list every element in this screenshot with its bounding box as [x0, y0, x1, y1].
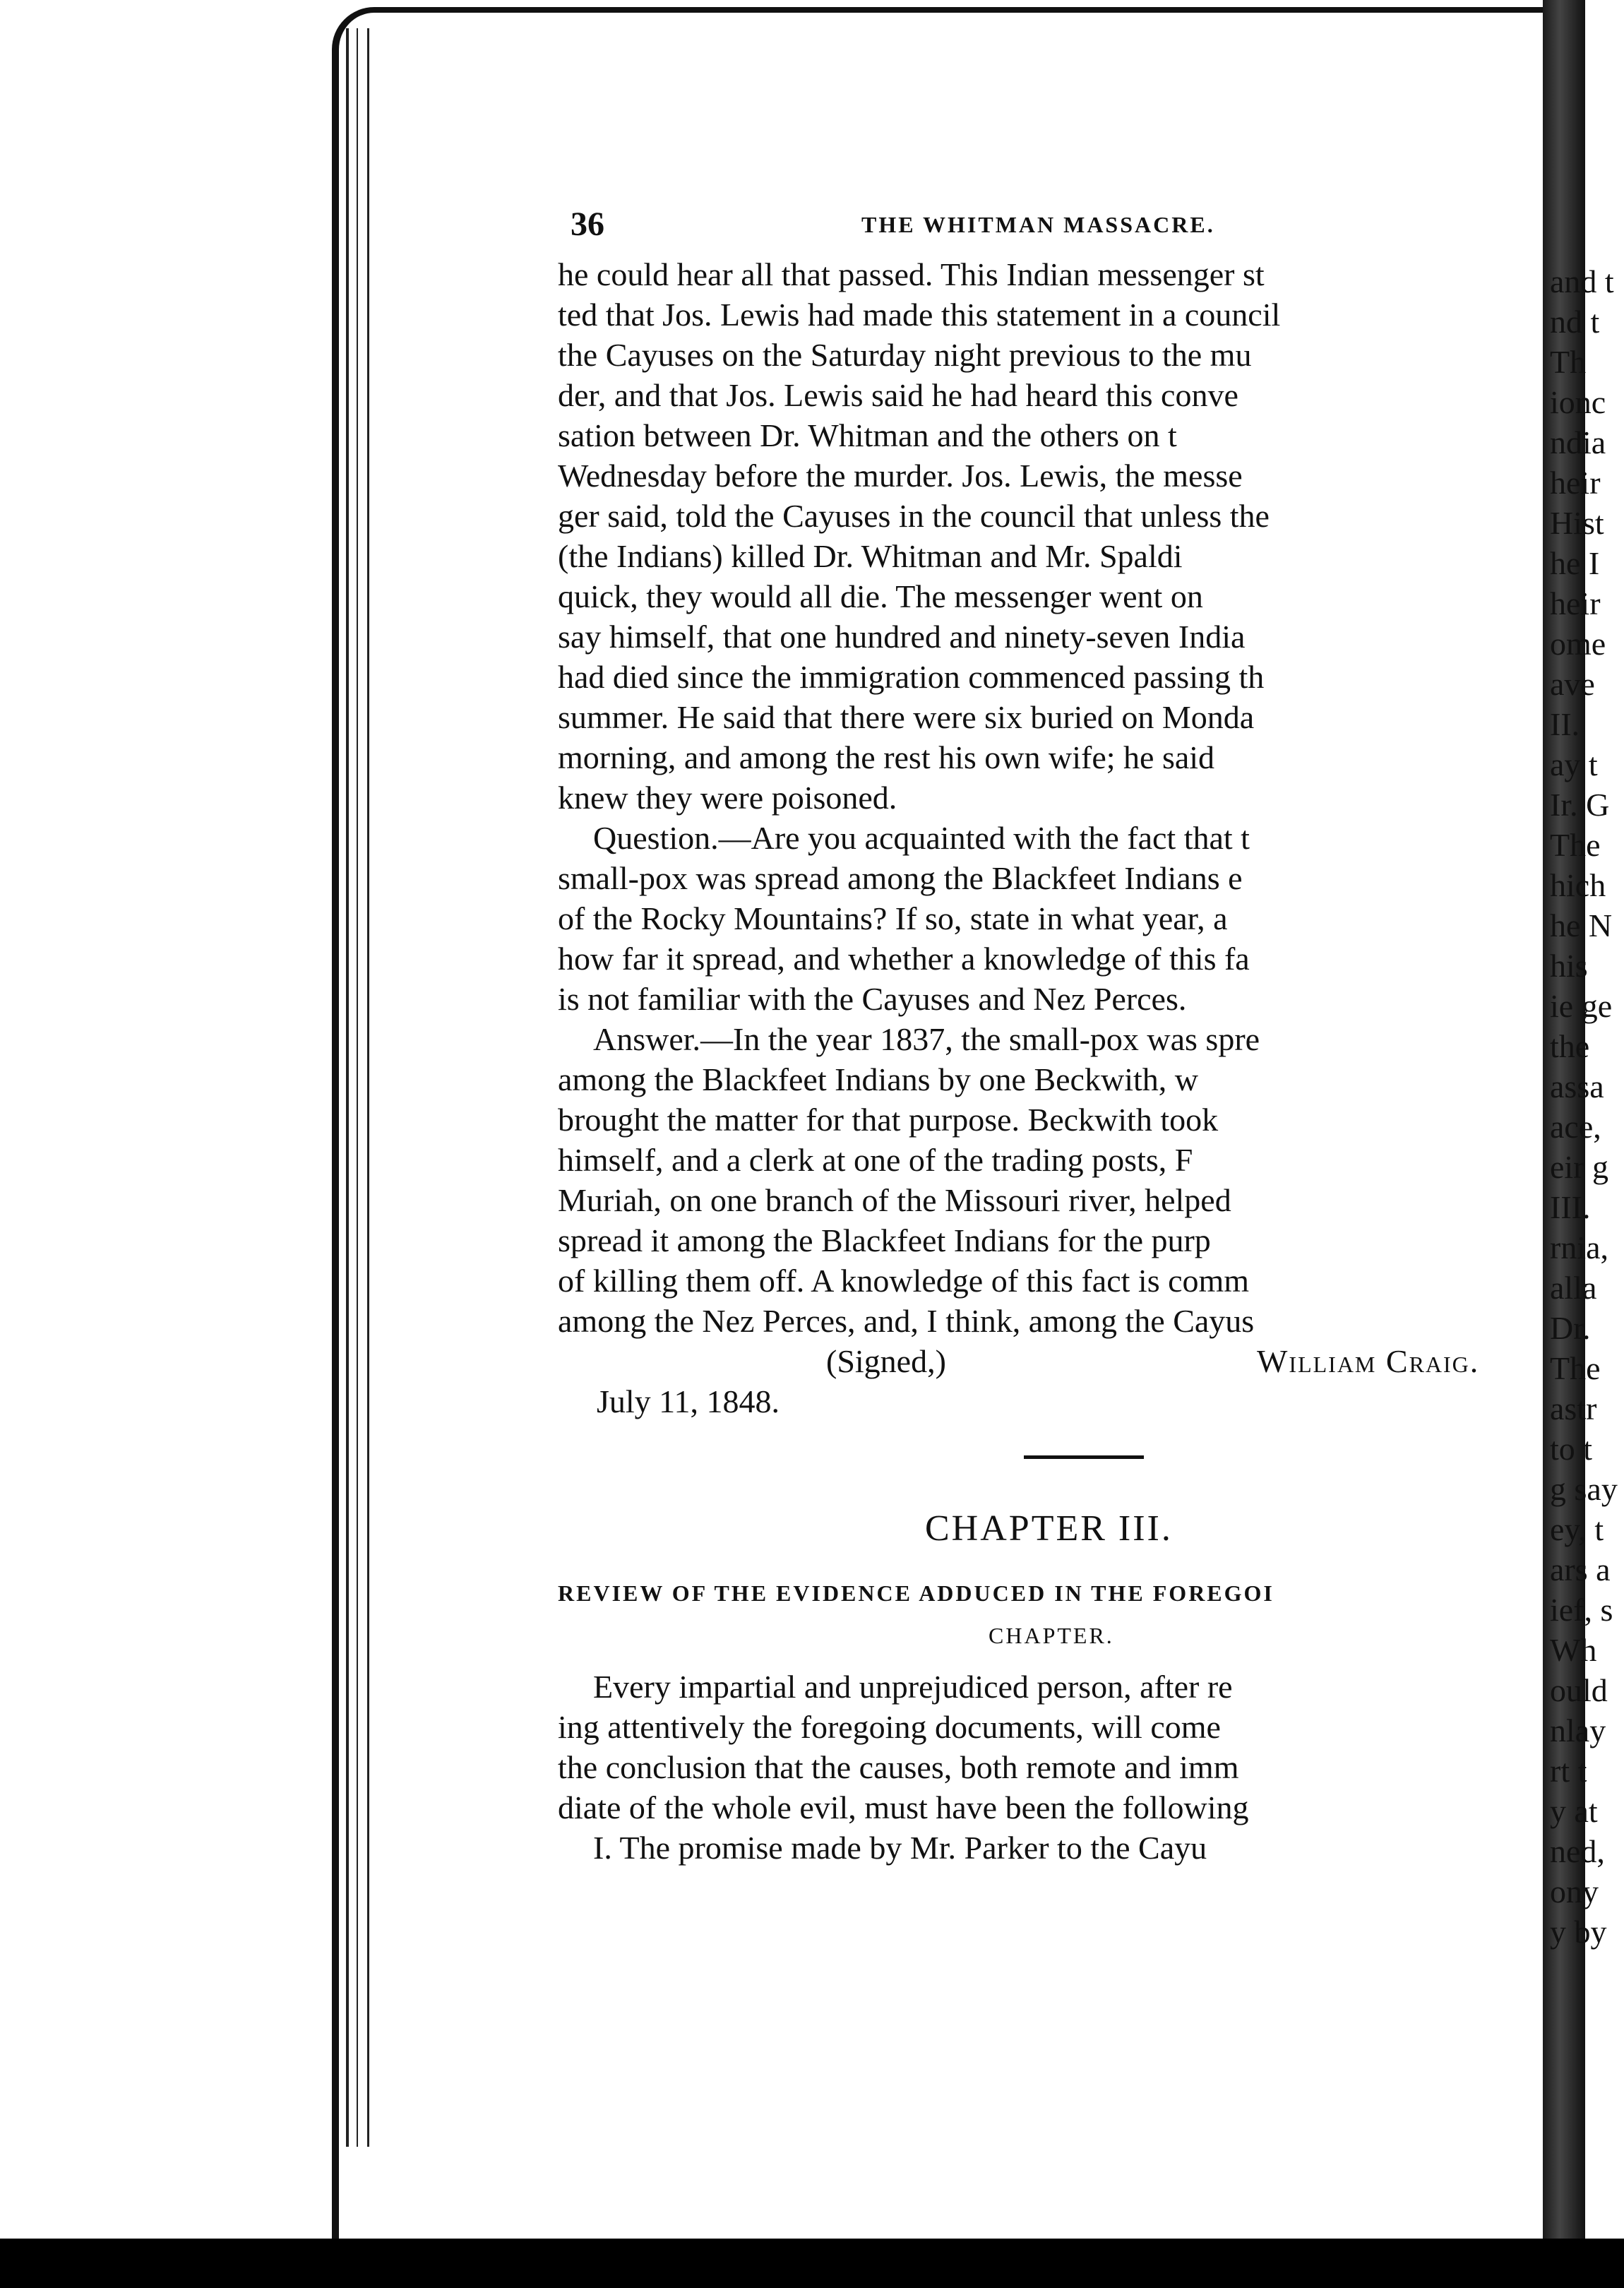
adjacent-fragment: assa [1550, 1068, 1604, 1104]
body-line: der, and that Jos. Lewis said he had heard this conve [558, 377, 1238, 413]
adjacent-fragment: astr [1550, 1390, 1597, 1426]
question-line: Question.—Are you acquainted with the fact that t [593, 820, 1250, 856]
background-left [0, 0, 353, 2288]
body-line: the conclusion that the causes, both remote and imm [558, 1749, 1239, 1785]
adjacent-fragment: ome [1550, 626, 1606, 662]
adjacent-fragment: Wh [1550, 1632, 1597, 1668]
adjacent-fragment: Th [1550, 344, 1587, 380]
adjacent-fragment: ars a [1550, 1551, 1611, 1587]
adjacent-fragment: hich [1550, 867, 1606, 903]
body-line: he could hear all that passed. This Indian messenger st [558, 256, 1265, 292]
body-line: sation between Dr. Whitman and the others on t [558, 417, 1177, 453]
body-line: brought the matter for that purpose. Beckwith took [558, 1102, 1219, 1138]
adjacent-fragment: rnia, [1550, 1229, 1609, 1265]
section-divider [1024, 1455, 1144, 1459]
signature-label: (Signed,) [826, 1343, 946, 1379]
adjacent-fragment: his [1550, 948, 1588, 984]
body-line: morning, and among the rest his own wife; he said [558, 739, 1215, 775]
adjacent-fragment: ave [1550, 666, 1595, 702]
body-line: spread it among the Blackfeet Indians for the purp [558, 1222, 1211, 1258]
adjacent-fragment: ie ge [1550, 988, 1613, 1024]
body-line: small-pox was spread among the Blackfeet Indians e [558, 860, 1243, 896]
body-line: Wednesday before the murder. Jos. Lewis, the messe [558, 458, 1243, 494]
body-line: quick, they would all die. The messenger went on [558, 578, 1203, 614]
body-line: how far it spread, and whether a knowledge of this fa [558, 941, 1250, 977]
adjacent-fragment: he I [1550, 545, 1600, 581]
running-head [558, 205, 1532, 254]
body-line: knew they were poisoned. [558, 780, 897, 816]
adjacent-fragment: nlay [1550, 1712, 1606, 1748]
adjacent-fragment: The [1550, 1350, 1601, 1386]
adjacent-fragment: the [1550, 1028, 1590, 1064]
chapter-subheading-continued: CHAPTER. [989, 1623, 1114, 1648]
adjacent-fragment: g say [1550, 1471, 1618, 1507]
adjacent-fragment: y at [1550, 1793, 1598, 1829]
body-line: diate of the whole evil, must have been the following [558, 1789, 1249, 1825]
adjacent-fragment: eir g [1550, 1149, 1609, 1185]
body-line: I. The promise made by Mr. Parker to the Cayu [593, 1830, 1207, 1866]
adjacent-fragment: nd t [1550, 304, 1600, 340]
adjacent-fragment: ony [1550, 1873, 1599, 1909]
adjacent-fragment: Ir. G [1550, 787, 1610, 823]
adjacent-fragment: and t [1550, 263, 1614, 299]
body-line: ing attentively the foregoing documents, will come [558, 1709, 1221, 1745]
adjacent-fragment: to t [1550, 1431, 1593, 1467]
body-line: summer. He said that there were six buried on Monda [558, 699, 1255, 735]
adjacent-fragment: ief, s [1550, 1592, 1613, 1628]
adjacent-fragment: y by [1550, 1914, 1607, 1950]
adjacent-fragment: The [1550, 827, 1601, 863]
date-line: July 11, 1848. [597, 1383, 780, 1419]
adjacent-fragment: ned, [1550, 1833, 1605, 1869]
chapter-subheading: REVIEW OF THE EVIDENCE ADDUCED IN THE FOREGOI [558, 1580, 1274, 1606]
adjacent-fragment: III. [1550, 1189, 1591, 1225]
adjacent-fragment: ey, t [1550, 1511, 1604, 1547]
body-line: among the Nez Perces, and, I think, among the Cayus [558, 1303, 1255, 1339]
page-stack-edge [346, 28, 349, 2147]
adjacent-fragment: ay t [1550, 746, 1598, 782]
adjacent-fragment: ndia [1550, 424, 1606, 460]
page-number: 36 [571, 205, 604, 243]
adjacent-fragment: Hist [1550, 505, 1604, 541]
page-text [558, 205, 1532, 1868]
adjacent-fragment: II. [1550, 706, 1580, 742]
body-line: Every impartial and unprejudiced person, after re [593, 1669, 1233, 1705]
body-paragraphs [558, 254, 1532, 1341]
chapter-paragraphs [558, 1667, 1532, 1868]
body-line: of the Rocky Mountains? If so, state in what year, a [558, 900, 1228, 936]
adjacent-fragment: ace, [1550, 1109, 1601, 1145]
scan-bottom-edge [0, 2239, 1624, 2288]
signature-name: William Craig. [1257, 1343, 1480, 1379]
body-line: the Cayuses on the Saturday night previous to the mu [558, 337, 1252, 373]
adjacent-fragment: he N [1550, 907, 1613, 943]
adjacent-fragment: Dr. [1550, 1310, 1591, 1346]
body-line: say himself, that one hundred and ninety-seven India [558, 619, 1246, 655]
page-stack-edge [357, 28, 358, 2147]
running-title: THE WHITMAN MASSACRE. [861, 212, 1215, 237]
adjacent-fragment: rt t [1550, 1753, 1587, 1789]
body-line: himself, and a clerk at one of the trading posts, F [558, 1142, 1193, 1178]
page-stack-edge [367, 28, 369, 2147]
adjacent-fragment: heir [1550, 585, 1601, 621]
body-line: is not familiar with the Cayuses and Nez Perces. [558, 981, 1187, 1017]
adjacent-fragment: ionc [1550, 384, 1606, 420]
signature-line [558, 1341, 1532, 1381]
body-line: had died since the immigration commenced passing th [558, 659, 1265, 695]
body-line: among the Blackfeet Indians by one Beckwith, w [558, 1061, 1198, 1097]
adjacent-page-text [1550, 261, 1624, 1952]
body-line: Muriah, on one branch of the Missouri river, helped [558, 1182, 1231, 1218]
body-line: ger said, told the Cayuses in the council that unless the [558, 498, 1270, 534]
adjacent-fragment: alla [1550, 1270, 1597, 1306]
body-line: ted that Jos. Lewis had made this statement in a council [558, 297, 1281, 333]
adjacent-fragment: ould [1550, 1672, 1608, 1708]
adjacent-fragment: heir [1550, 465, 1601, 501]
body-line: of killing them off. A knowledge of this fact is comm [558, 1263, 1250, 1299]
answer-line: Answer.—In the year 1837, the small-pox was spre [593, 1021, 1260, 1057]
chapter-heading: CHAPTER III. [925, 1508, 1173, 1549]
body-line: (the Indians) killed Dr. Whitman and Mr. Spaldi [558, 538, 1183, 574]
